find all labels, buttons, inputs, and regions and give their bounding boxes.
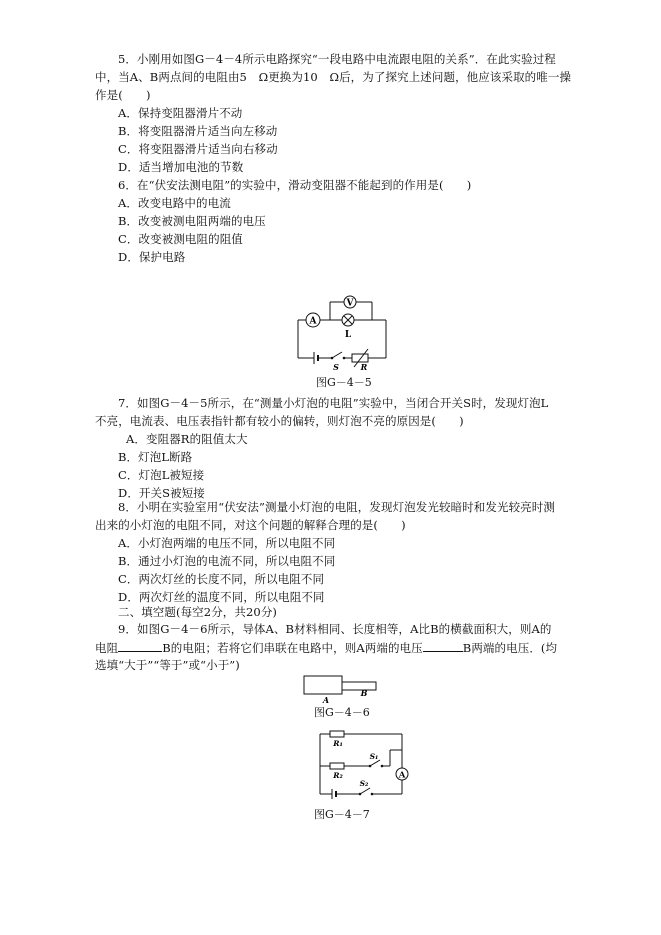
q8-option-b: B．通过小灯泡的电流不同，所以电阻不同 [118, 554, 336, 568]
fig7-s1-label: S₁ [369, 752, 379, 761]
fig5-voltmeter-label: V [346, 298, 354, 309]
fig6-label-a: A [322, 695, 330, 705]
q7-line1: 7．如图G－4－5所示，在“测量小灯泡的电阻”实验中，当闭合开关S时，发现灯泡L [118, 396, 549, 410]
figure-g-4-5-caption: 图G－4－5 [316, 376, 372, 389]
q9-blank-1[interactable] [118, 640, 162, 652]
q9-line3: 选填“大于”“等于”或“小于”) [95, 658, 240, 672]
q7-option-a: A．变阻器R的阻值太大 [126, 432, 248, 446]
q5-option-d: D．适当增加电池的节数 [118, 160, 244, 174]
q9-line2 [95, 640, 557, 655]
q7-option-d: D．开关S被短接 [118, 486, 205, 500]
q6-option-c: C．改变被测电阻的阻值 [118, 232, 243, 246]
figure-g-4-7-caption: 图G－4－7 [314, 808, 370, 821]
q8-option-a: A．小灯泡两端的电压不同，所以电阻不同 [118, 536, 336, 550]
q9-line2-part3: B两端的电压．(均 [462, 641, 558, 655]
q6-option-d: D．保护电路 [118, 250, 186, 264]
q5-option-b: B．将变阻器滑片适当向左移动 [118, 124, 278, 138]
q8-option-c: C．两次灯丝的长度不同，所以电阻不同 [118, 572, 325, 586]
fig7-r2-label: R₂ [333, 771, 343, 780]
q5-line2: 中，当A、B两点间的电阻由5 Ω更换为10 Ω后，为了探究上述问题，他应该采取的唯一操 [95, 70, 572, 84]
q5-option-c: C．将变阻器滑片适当向右移动 [118, 142, 278, 156]
q6-option-a: A．改变电路中的电流 [118, 196, 231, 210]
q7-option-b: B．灯泡L断路 [118, 450, 193, 464]
q9-blank-2[interactable] [423, 640, 463, 652]
q5-line1: 5．小刚用如图G－4－4所示电路探究“一段电路中电流跟电阻的关系”．在此实验过程 [118, 52, 556, 66]
fig7-s2-label: S₂ [359, 779, 369, 788]
q9-line2-part1: 电阻 [95, 641, 119, 655]
q8-option-d: D．两次灯丝的温度不同，所以电阻不同 [118, 590, 325, 604]
fig5-ammeter-label: A [309, 316, 317, 327]
q7-line2: 不亮，电流表、电压表指针都有较小的偏转，则灯泡不亮的原因是( ) [95, 414, 464, 428]
figure-g-4-6-conductors [300, 672, 390, 706]
q9-line2-part2: B的电阻；若将它们串联在电路中，则A两端的电压 [162, 641, 423, 655]
fig7-ammeter-label: A [398, 770, 406, 781]
q8-line1: 8．小明在实验室用“伏安法”测量小灯泡的电阻，发现灯泡发光较暗时和发光较亮时测 [118, 500, 555, 514]
fig5-lamp-label: L [344, 330, 352, 340]
q6-line1: 6．在“伏安法测电阻”的实验中，滑动变阻器不能起到的作用是( ) [118, 178, 472, 192]
q5-line3: 作是( ) [95, 88, 151, 102]
figure-g-4-5-circuit [290, 292, 390, 372]
q6-option-b: B．改变被测电阻两端的电压 [118, 214, 266, 228]
q8-line2: 出来的小灯泡的电阻不同，对这个问题的解释合理的是( ) [95, 518, 406, 532]
fig5-rheostat-label: R [360, 362, 368, 372]
q5-option-a: A．保持变阻器滑片不动 [118, 106, 243, 120]
q7-option-c: C．灯泡L被短接 [118, 468, 205, 482]
section-2-title: 二、填空题(每空2分，共20分) [118, 605, 278, 619]
q9-line1: 9．如图G－4－6所示，导体A、B材料相同、长度相等，A比B的横截面积大，则A的 [118, 622, 552, 636]
figure-g-4-7-circuit [314, 726, 414, 802]
fig7-r1-label: R₁ [333, 739, 343, 748]
fig6-label-b: B [360, 688, 368, 698]
figure-g-4-6-caption: 图G－4－6 [314, 706, 370, 719]
fig5-switch-label: S [333, 362, 339, 372]
